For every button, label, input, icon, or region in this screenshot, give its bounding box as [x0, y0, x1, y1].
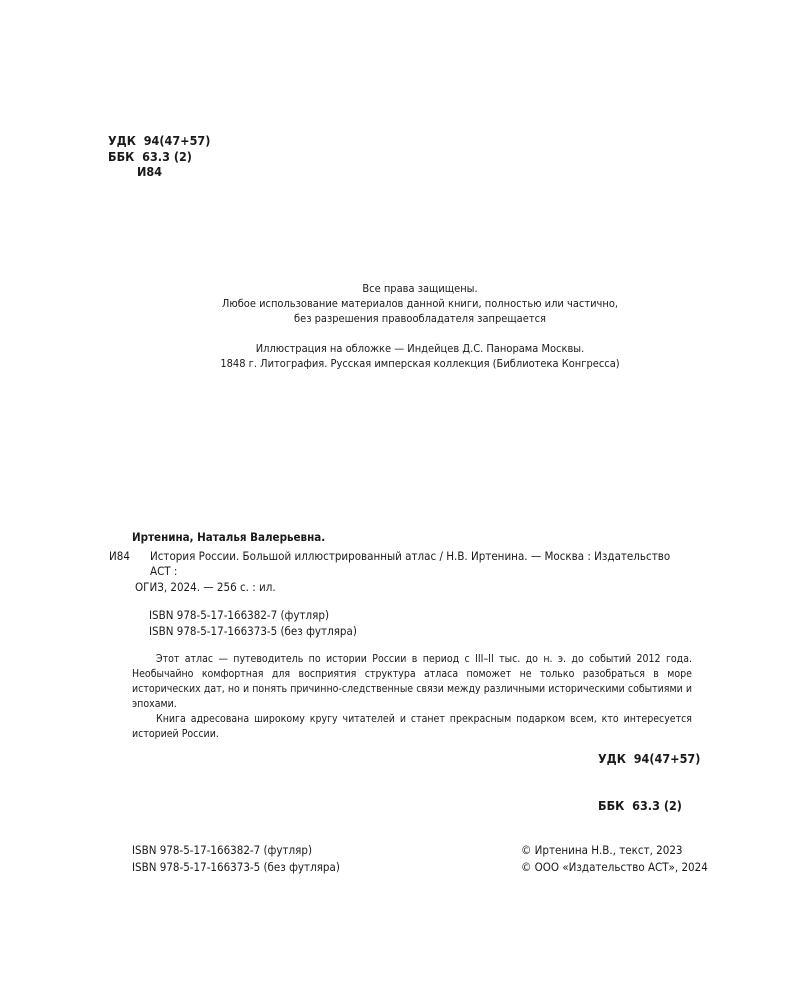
rights-notice — [200, 281, 640, 371]
annotation-paragraph: Этот атлас — путеводитель по истории России в период с III–II тыс. до н. э. до событий 2012 года. Необычайно комфортная для восприятия структура атласа поможет не только разобраться в море исторических дат, но и понять причинно-следственные связи между различными историческими событиями и эпохами. — [132, 653, 692, 710]
author-mark: И84 — [137, 164, 163, 179]
card-author-mark: И84 — [109, 548, 130, 563]
card-bibliographic-description — [135, 548, 692, 596]
copyright-line: © ООО «Издательство АСТ», 2024 — [521, 860, 708, 874]
copyright-line: © Иртенина Н.В., текст, 2023 — [521, 843, 683, 857]
footer-isbn-list — [132, 842, 340, 876]
bbk-code: ББК 63.3 (2) — [598, 797, 682, 813]
card-isbn: ISBN 978-5-17-166373-5 (без футляра) — [149, 623, 357, 638]
card-title-line: ОГИЗ, 2024. — 256 с. : ил. — [135, 579, 276, 594]
card-isbn: ISBN 978-5-17-166382-7 (футляр) — [149, 608, 329, 622]
spacer — [200, 326, 640, 341]
cover-illustration-credit: 1848 г. Литография. Русская имперская коллекция (Библиотека Конгресса) — [220, 357, 620, 370]
classification-codes-bottom — [598, 720, 700, 829]
footer-isbn: ISBN 978-5-17-166382-7 (футляр) — [132, 843, 312, 857]
card-isbn-list — [108, 608, 692, 639]
card-title-line: История России. Большой иллюстрированный атлас / Н.В. Иртенина. — Москва : Издательство АСТ : — [150, 548, 671, 578]
library-catalog-card — [108, 530, 692, 742]
annotation-paragraph: Книга адресована широкому кругу читателей и станет прекрасным подарком всем, кто интересуется историей России. — [132, 713, 692, 740]
footer-copyright — [521, 842, 708, 876]
rights-line: Все права защищены. — [362, 282, 478, 295]
rights-line: без разрешения правообладателя запрещается — [294, 312, 546, 325]
udk-code: УДК 94(47+57) — [598, 751, 701, 766]
classification-codes-top — [108, 133, 210, 180]
udk-code: УДК 94(47+57) — [108, 133, 211, 148]
rights-line: Любое использование материалов данной книги, полностью или частично, — [221, 297, 619, 310]
card-author: Иртенина, Наталья Валерьевна. — [132, 530, 326, 544]
bbk-code: ББК 63.3 (2) — [108, 148, 192, 164]
card-title-row — [108, 549, 692, 596]
footer-isbn: ISBN 978-5-17-166373-5 (без футляра) — [132, 860, 340, 874]
cover-illustration-credit: Иллюстрация на обложке — Индейцев Д.С. Панорама Москвы. — [255, 342, 585, 355]
